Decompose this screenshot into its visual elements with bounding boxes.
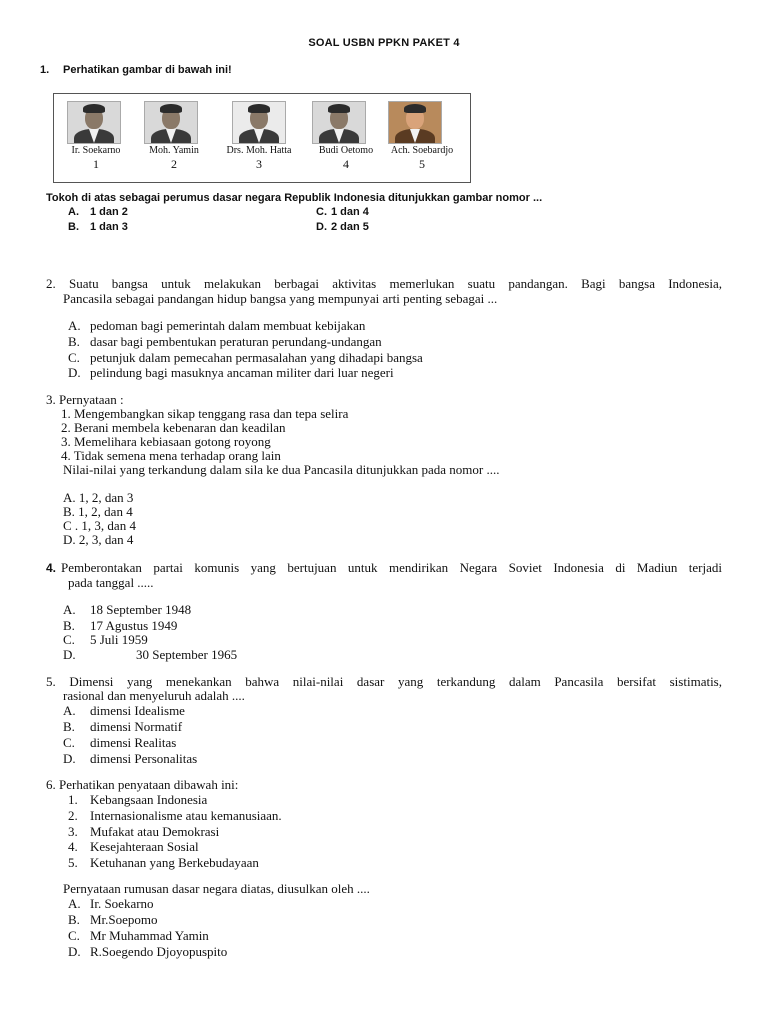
page-title: SOAL USBN PPKN PAKET 4 bbox=[308, 37, 460, 49]
option-letter: B. bbox=[68, 334, 80, 349]
q6-question: Pernyataan rumusan dasar negara diatas, diusulkan oleh .... bbox=[63, 881, 370, 896]
option-letter: C. bbox=[63, 632, 75, 647]
figure-name: Drs. Moh. Hatta bbox=[226, 145, 292, 156]
option-text: pelindung bagi masuknya ancaman militer dari luar negeri bbox=[90, 365, 394, 380]
figure-number: 4 bbox=[343, 157, 349, 171]
option-text: B. 1, 2, dan 4 bbox=[63, 504, 133, 519]
option-letter: B. bbox=[63, 719, 75, 734]
q6-statement: Mufakat atau Demokrasi bbox=[90, 824, 220, 839]
option-text: D. 2, 3, dan 4 bbox=[63, 532, 134, 547]
option-letter: C. bbox=[316, 206, 327, 218]
option-text: A. 1, 2, dan 3 bbox=[63, 490, 134, 505]
option-text: 1 dan 2 bbox=[90, 206, 128, 218]
option-letter: B. bbox=[68, 912, 80, 927]
option-letter: A. bbox=[68, 318, 81, 333]
option-letter: D. bbox=[68, 944, 81, 959]
q2-question-line: Pancasila sebagai pandangan hidup bangsa yang mempunyai arti penting sebagai ... bbox=[63, 291, 498, 306]
figure-number: 2 bbox=[171, 157, 177, 171]
option-text: dimensi Normatif bbox=[90, 719, 183, 734]
q4-question-line: pada tanggal ..... bbox=[68, 575, 154, 590]
option-letter: C. bbox=[63, 735, 75, 750]
q6-statement: Ketuhanan yang Berkebudayaan bbox=[90, 855, 259, 870]
option-letter: D. bbox=[68, 365, 81, 380]
option-text: 17 Agustus 1949 bbox=[90, 618, 178, 633]
q2-question-line: 2. Suatu bangsa untuk melakukan berbagai aktivitas memerlukan suatu pandangan. Bagi bangsa Indonesia, bbox=[46, 276, 722, 291]
option-letter: B. bbox=[63, 618, 75, 633]
option-text: 1 dan 3 bbox=[90, 221, 128, 233]
option-letter: C. bbox=[68, 350, 80, 365]
option-text: petunjuk dalam pemecahan permasalahan yang dihadapi bangsa bbox=[90, 350, 423, 365]
q3-question: Nilai-nilai yang terkandung dalam sila ke dua Pancasila ditunjukkan pada nomor .... bbox=[63, 462, 500, 477]
q3-statement: 1. Mengembangkan sikap tenggang rasa dan tepa selira bbox=[61, 406, 349, 421]
q5-question-line: 5. Dimensi yang menekankan bahwa nilai-nilai dasar yang terkandung dalam Pancasila bersifat sistimatis, bbox=[46, 674, 722, 689]
option-letter: B. bbox=[68, 221, 79, 233]
option-text: dasar bagi pembentukan peraturan perundang-undangan bbox=[90, 334, 382, 349]
portrait-1-image bbox=[67, 101, 121, 144]
q6-header: 6. Perhatikan penyataan dibawah ini: bbox=[46, 777, 239, 792]
q6-statement: Internasionalisme atau kemanusiaan. bbox=[90, 808, 282, 823]
option-text: C . 1, 3, dan 4 bbox=[63, 518, 136, 533]
q5-question-line: rasional dan menyeluruh adalah .... bbox=[63, 688, 245, 703]
option-text: dimensi Realitas bbox=[90, 735, 177, 750]
option-text: 2 dan 5 bbox=[331, 221, 369, 233]
option-letter: A. bbox=[63, 602, 76, 617]
option-letter: C. bbox=[68, 928, 80, 943]
option-text: dimensi Personalitas bbox=[90, 751, 198, 766]
q3-statement: 3. Memelihara kebiasaan gotong royong bbox=[61, 434, 271, 449]
option-letter: D. bbox=[63, 647, 76, 662]
option-text: 18 September 1948 bbox=[90, 602, 192, 617]
option-letter: A. bbox=[68, 206, 79, 218]
option-text: 5 Juli 1959 bbox=[90, 632, 148, 647]
q3-statement: 2. Berani membela kebenaran dan keadilan bbox=[61, 420, 286, 435]
q1-prompt: Perhatikan gambar di bawah ini! bbox=[63, 64, 232, 76]
q6-statement-number: 4. bbox=[68, 839, 78, 854]
figure-name: Moh. Yamin bbox=[149, 145, 199, 156]
option-letter: A. bbox=[63, 703, 76, 718]
q4-question-line: Pemberontakan partai komunis yang bertujuan untuk mendirikan Negara Soviet Indonesia di Madiun terjadi bbox=[61, 560, 722, 575]
figure-name: Ir. Soekarno bbox=[71, 145, 121, 156]
option-text: pedoman bagi pemerintah dalam membuat kebijakan bbox=[90, 318, 366, 333]
q3-header: 3. Pernyataan : bbox=[46, 392, 124, 407]
q6-statement-number: 3. bbox=[68, 824, 78, 839]
portrait-4-image bbox=[312, 101, 366, 144]
figure-name: Budi Oetomo bbox=[318, 145, 374, 156]
portrait-2-image bbox=[144, 101, 198, 144]
option-text: Ir. Soekarno bbox=[90, 896, 154, 911]
figure-name: Ach. Soebardjo bbox=[390, 145, 454, 156]
q4-number: 4. bbox=[46, 561, 57, 575]
q6-statement-number: 5. bbox=[68, 855, 78, 870]
option-letter: D. bbox=[316, 221, 327, 233]
q1-number: 1. bbox=[40, 64, 50, 76]
figure-number: 1 bbox=[93, 157, 99, 171]
option-text: Mr Muhammad Yamin bbox=[90, 928, 209, 943]
portrait-5-image bbox=[388, 101, 442, 144]
q1-figure-panel bbox=[53, 93, 471, 183]
option-text: 1 dan 4 bbox=[331, 206, 369, 218]
q1-question: Tokoh di atas sebagai perumus dasar negara Republik Indonesia ditunjukkan gambar nomor ... bbox=[46, 192, 543, 204]
option-letter: A. bbox=[68, 896, 81, 911]
portrait-3-image bbox=[232, 101, 286, 144]
option-text: R.Soegendo Djoyopuspito bbox=[90, 944, 228, 959]
option-letter: D. bbox=[63, 751, 76, 766]
q6-statement: Kebangsaan Indonesia bbox=[90, 792, 208, 807]
q6-statement-number: 1. bbox=[68, 792, 78, 807]
figure-number: 5 bbox=[419, 157, 425, 171]
q6-statement: Kesejahteraan Sosial bbox=[90, 839, 199, 854]
option-text: 30 September 1965 bbox=[136, 647, 238, 662]
q6-statement-number: 2. bbox=[68, 808, 78, 823]
figure-number: 3 bbox=[256, 157, 262, 171]
q3-statement: 4. Tidak semena mena terhadap orang lain bbox=[61, 448, 281, 463]
option-text: dimensi Idealisme bbox=[90, 703, 185, 718]
option-text: Mr.Soepomo bbox=[90, 912, 158, 927]
